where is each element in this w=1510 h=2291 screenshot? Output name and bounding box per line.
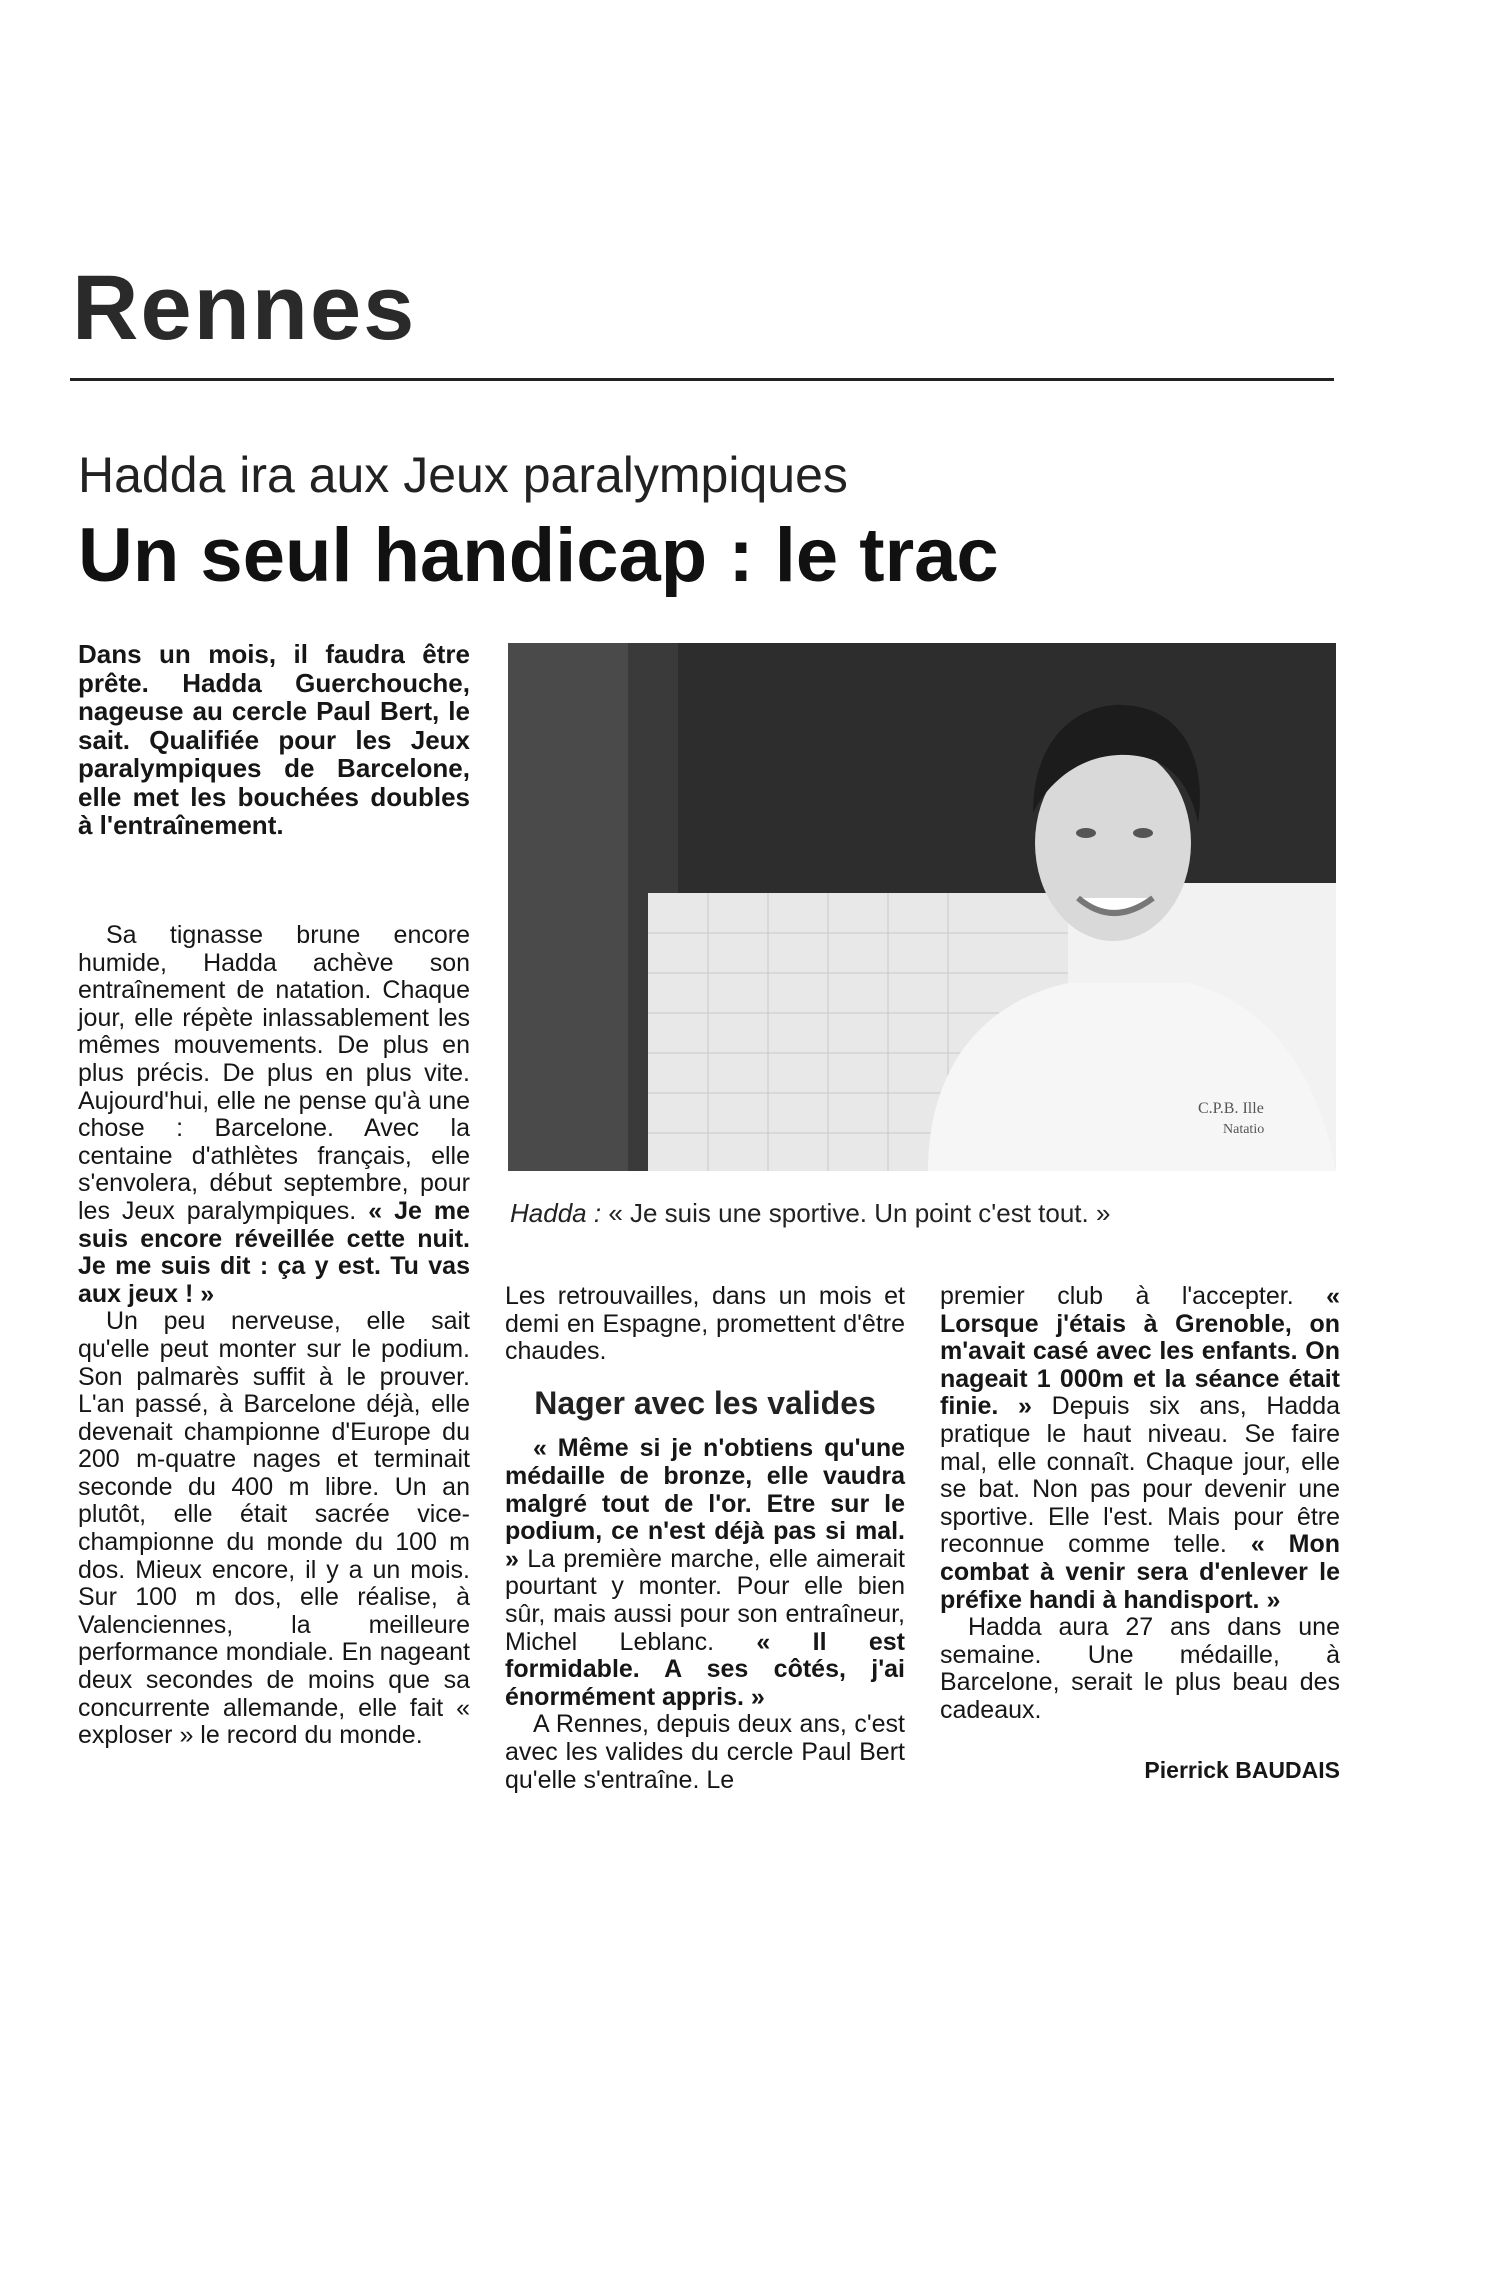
author-signature: Pierrick BAUDAIS [1144, 1756, 1340, 1783]
paragraph [940, 1283, 1340, 1614]
article-photo [508, 643, 1336, 1171]
quote: « Il est formidable. A ses côtés, j'ai énormément appris. » [505, 1627, 905, 1711]
paragraph-text: Sa tignasse brune encore humide, Hadda achève son entraînement de natation. Chaque jour, elle répète inlassablement les mêmes mouvements. De plus en plus précis. De plus en plus vite. Aujourd'hui, elle ne pense qu'à une chose : Barcelone. Avec la centaine d'athlètes français, elle s'envolera, début septembre, pour les Jeux paralympiques. [78, 921, 470, 1225]
shirt-text-2: Natatio [1223, 1122, 1265, 1137]
section-rule [70, 378, 1334, 381]
paragraph [505, 1435, 905, 1711]
headline: Un seul handicap : le trac [78, 513, 999, 598]
section-title: Rennes [72, 257, 417, 359]
quote: « Lorsque j'étais à Grenoble, on m'avait casé avec les enfants. On nageait 1 000m et la séance était finie. » [940, 1282, 1340, 1421]
paragraph-text: La première marche, elle aimerait pourtant y monter. Pour elle bien sûr, mais aussi pour son entraîneur, Michel Leblanc. [505, 1544, 905, 1656]
article-column-2 [505, 1283, 905, 1794]
caption-quote: « Je suis une sportive. Un point c'est tout. » [608, 1198, 1111, 1228]
paragraph-text: Depuis six ans, Hadda pratique le haut niveau. Se faire mal, elle connaît. Chaque jour, elle se bat. Non pas pour devenir une sportive. Elle l'est. Mais pour être reconnue comme telle. [940, 1392, 1341, 1559]
quote: « Même si je n'obtiens qu'une médaille de bronze, elle vaudra malgré tout de l'or. Etre sur le podium, ce n'est déjà pas si mal. » [505, 1434, 905, 1573]
kicker: Hadda ira aux Jeux paralympiques [78, 447, 848, 503]
paragraph-text: Hadda aura 27 ans dans une semaine. Une médaille, à Barcelone, serait le plus beau des cadeaux. [940, 1613, 1340, 1724]
quote: « Je me suis encore réveillée cette nuit. Je me suis dit : ça y est. Tu vas aux jeux ! » [78, 1196, 470, 1308]
photo-illustration [508, 643, 1336, 1171]
article-column-1 [78, 922, 470, 1750]
shirt-text-1: C.P.B. Ille [1198, 1100, 1264, 1117]
photo-caption [510, 1198, 1110, 1229]
article-column-3 [940, 1283, 1340, 1784]
caption-speaker: Hadda : [510, 1198, 602, 1228]
subheading: Nager avec les valides [534, 1384, 876, 1421]
paragraph [78, 922, 470, 1308]
quote: « Mon combat à venir sera d'enlever le préfixe handi à handisport. » [940, 1530, 1341, 1614]
paragraph-text: Un peu nerveuse, elle sait qu'elle peut monter sur le podium. Son palmarès suffit à le prouver. L'an passé, à Barcelone déjà, elle devenait championne d'Europe du 200 m-quatre nages et terminait seconde du 400 m libre. Un an plutôt, elle était sacrée vice-championne du monde du 100 m dos. Mieux encore, il y a un mois. Sur 100 m dos, elle réalise, à Valenciennes, la meilleure performance mondiale. En nageant deux secondes de moins que sa concurrente allemande, elle fait « exploser » le record du monde. [78, 1307, 470, 1750]
lede: Dans un mois, il faudra être prête. Hadda Guerchouche, nageuse au cercle Paul Bert, le sait. Qualifiée pour les Jeux paralympiques de Barcelone, elle met les bouchées doubles à l'entraînement. [78, 639, 470, 840]
paragraph-text: A Rennes, depuis deux ans, c'est avec les valides du cercle Paul Bert qu'elle s'entraîne. Le [505, 1710, 905, 1794]
paragraph-text: premier club à l'accepter. [940, 1282, 1294, 1310]
paragraph-text: Les retrouvailles, dans un mois et demi en Espagne, promettent d'être chaudes. [505, 1282, 905, 1366]
